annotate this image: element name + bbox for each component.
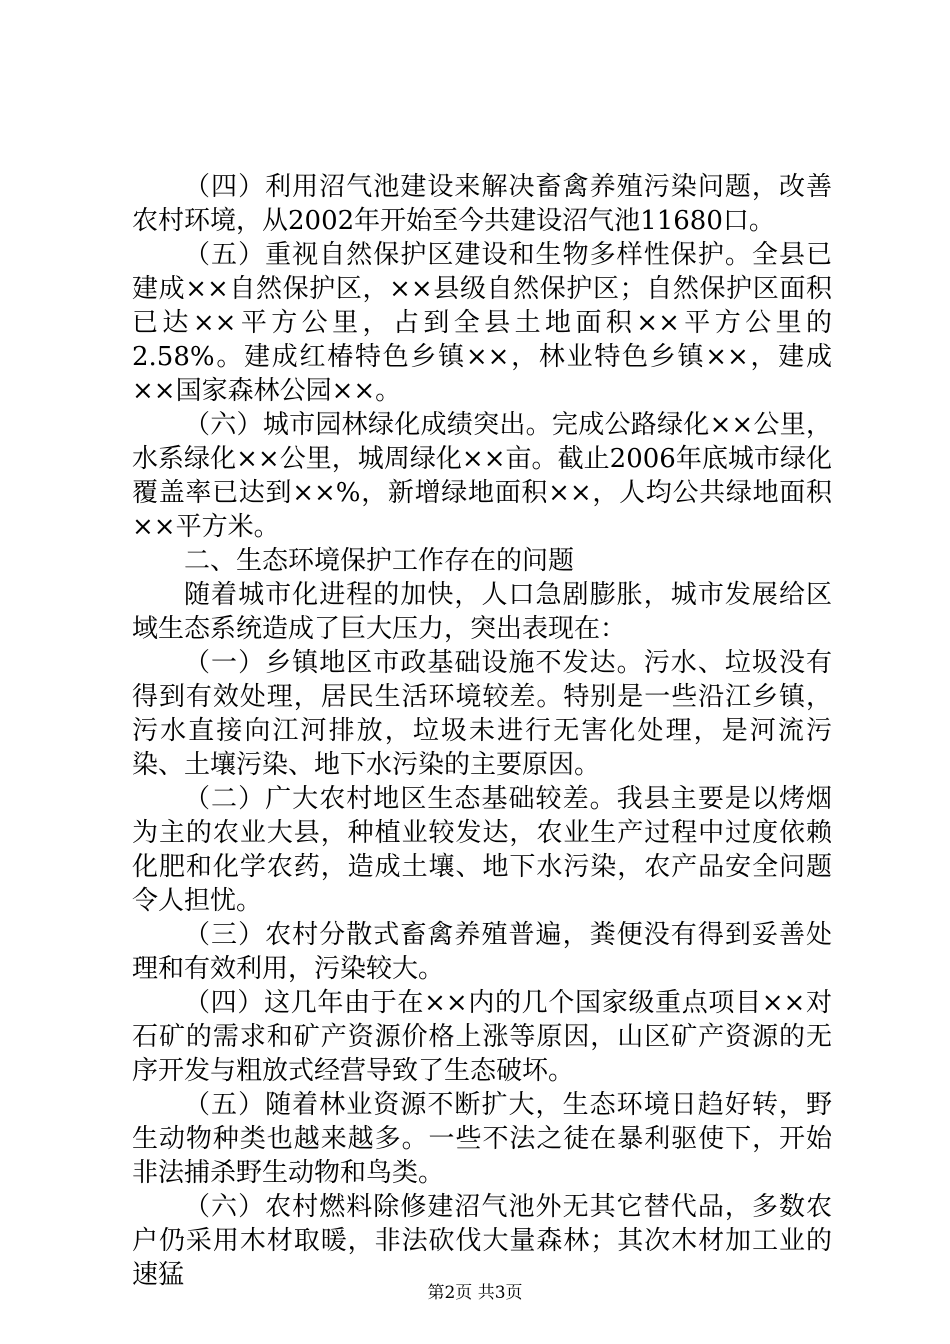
document-body: [132, 170, 832, 1292]
paragraph-problem-4: （四）这几年由于在××内的几个国家级重点项目××对石矿的需求和矿产资源价格上涨等原因，山区矿产资源的无序开发与粗放式经营导致了生态破坏。: [132, 988, 832, 1086]
paragraph-intro-problems: 随着城市化进程的加快，人口急剧膨胀，城市发展给区域生态系统造成了巨大压力，突出表现在：: [132, 580, 832, 644]
page-footer: [0, 1278, 950, 1303]
page-number: 第2页 共3页: [427, 1283, 523, 1303]
paragraph-biogas: （四）利用沼气池建设来解决畜禽养殖污染问题，改善农村环境，从2002年开始至今共建设沼气池11680口。: [132, 172, 832, 236]
paragraph-problem-5: （五）随着林业资源不断扩大，生态环境日趋好转，野生动物种类也越来越多。一些不法之徒在暴利驱使下，开始非法捕杀野生动物和鸟类。: [132, 1090, 832, 1188]
section-heading-problems: 二、生态环境保护工作存在的问题: [184, 546, 575, 576]
paragraph-urban-greening: （六）城市园林绿化成绩突出。完成公路绿化××公里，水系绿化××公里，城周绿化××亩。截止2006年底城市绿化覆盖率已达到××%，新增绿地面积××，人均公共绿地面积××平方米。: [132, 410, 832, 542]
paragraph-problem-6: （六）农村燃料除修建沼气池外无其它替代品，多数农户仍采用木材取暖，非法砍伐大量森林；其次木材加工业的速猛: [132, 1192, 832, 1290]
paragraph-problem-3: （三）农村分散式畜禽养殖普遍，粪便没有得到妥善处理和有效利用，污染较大。: [132, 920, 832, 984]
paragraph-problem-2: （二）广大农村地区生态基础较差。我县主要是以烤烟为主的农业大县，种植业较发达，农业生产过程中过度依赖化肥和化学农药，造成土壤、地下水污染，农产品安全问题令人担忧。: [132, 784, 832, 916]
paragraph-nature-reserve: （五）重视自然保护区建设和生物多样性保护。全县已建成××自然保护区，××县级自然保护区；自然保护区面积已达××平方公里，占到全县土地面积××平方公里的2.58%。建成红椿特色乡镇××，林业特色乡镇××，建成××国家森林公园××。: [132, 240, 832, 406]
paragraph-problem-1: （一）乡镇地区市政基础设施不发达。污水、垃圾没有得到有效处理，居民生活环境较差。特别是一些沿江乡镇，污水直接向江河排放，垃圾未进行无害化处理，是河流污染、土壤污染、地下水污染的主要原因。: [132, 648, 832, 780]
